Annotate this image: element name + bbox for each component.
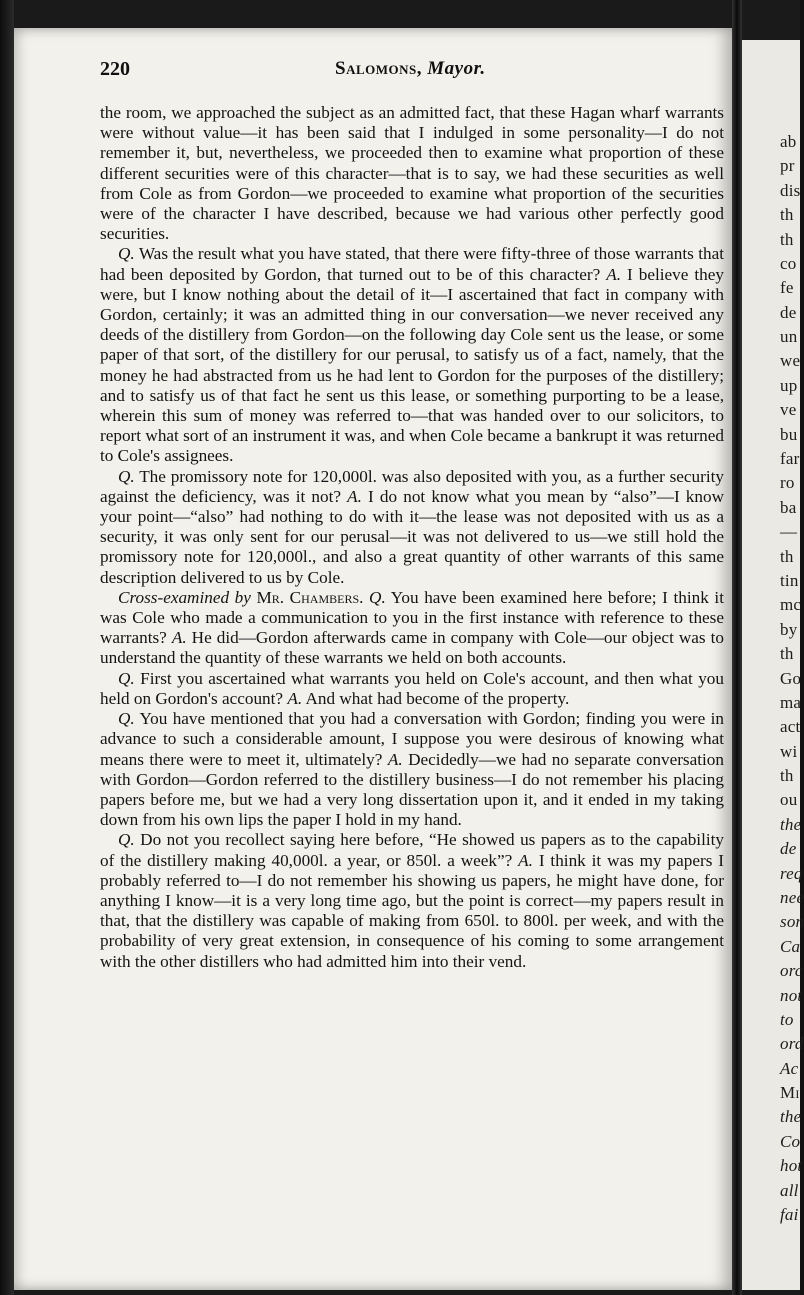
- facing-page-fragment: the: [780, 815, 802, 834]
- facing-page-fragment: pr: [780, 156, 795, 175]
- paragraph-6: [100, 709, 724, 830]
- facing-page-fragment: ve: [780, 400, 797, 419]
- answer-label: A.: [171, 628, 187, 648]
- facing-page-fragment: ma: [780, 693, 802, 712]
- question-text: Do not you recollect saying here before, “He showed us papers as to the capability of the distillery making 40,000l. a year, or 850l. a week”?: [100, 830, 724, 870]
- running-title-name: Salomons,: [335, 58, 422, 79]
- question-label: Q.: [118, 668, 135, 688]
- running-title: [335, 58, 486, 80]
- facing-page-fragment: far: [780, 449, 800, 468]
- answer-label: A.: [287, 688, 303, 708]
- question-text: First you ascertained what warrants you held on Cole's account, and then what you held on Gordon's account?: [100, 668, 724, 708]
- facing-page-fragment: th: [780, 230, 794, 249]
- facing-page-fragment: ab: [780, 132, 797, 151]
- answer-text: He did—Gordon afterwards came in company with Cole—our object was to understand the quantity of these warrants we held on both accounts.: [100, 628, 724, 668]
- facing-page: [742, 40, 804, 1290]
- facing-page-fragment: th: [780, 547, 794, 566]
- question-label: Q.: [118, 830, 135, 850]
- facing-page-fragment: hot: [780, 1156, 803, 1175]
- paragraph-2: [100, 244, 724, 466]
- facing-page-fragment: th: [780, 766, 794, 785]
- facing-page-fragment: mc: [780, 595, 802, 614]
- cross-examiner-name: Mr. Chambers.: [250, 587, 364, 607]
- running-title-role: Mayor.: [427, 58, 486, 79]
- facing-page-fragment: all: [780, 1181, 799, 1200]
- facing-page-fragment: de: [780, 303, 797, 322]
- facing-page-fragment: up: [780, 376, 798, 395]
- facing-page-fragment: Co: [780, 1132, 801, 1151]
- cross-examined-label: Cross-examined by: [118, 587, 251, 607]
- facing-page-fragment: un: [780, 327, 798, 346]
- question-label: Q.: [118, 466, 135, 486]
- book-gutter: [732, 0, 742, 1295]
- facing-page-fragment: Go: [780, 669, 802, 688]
- facing-page-fragment: th: [780, 205, 794, 224]
- facing-page-fragment: fai: [780, 1205, 799, 1224]
- facing-page-fragment: we: [780, 351, 801, 370]
- answer-label: A.: [387, 749, 403, 769]
- facing-page-fragment: co: [780, 254, 797, 273]
- answer-text: And what had become of the property.: [302, 688, 570, 708]
- page-number: 220: [100, 58, 130, 80]
- facing-page-fragment: Mi: [780, 1083, 800, 1102]
- answer-text: I do not know what you mean by “also”—I know your point—“also” had nothing to do with it—the lease was not deposited with us as a security, it was only sent for our perusal—it was not delivered to us—we still hold the promissory note for 120,000l., and also a great quantity of other warrants of this same description delivered to us by Cole.: [100, 486, 724, 587]
- facing-page-fragment: wi: [780, 742, 798, 761]
- body-text: [100, 103, 724, 972]
- question-label: Q.: [118, 709, 135, 729]
- paragraph-7: [100, 830, 724, 971]
- facing-page-fragment: fe: [780, 278, 794, 297]
- question-label: Q.: [363, 587, 386, 607]
- facing-page-fragment: ba: [780, 498, 797, 517]
- question-text: You have been examined here before; I think it was Cole who made a communication to you in the first instance with reference to these warrants?: [100, 587, 724, 648]
- running-head: [100, 58, 720, 84]
- facing-page-fragment: nee: [780, 888, 804, 907]
- facing-page-fragment: ou: [780, 790, 798, 809]
- facing-page-fragment: act: [780, 717, 801, 736]
- facing-page-fragment: tin: [780, 571, 799, 590]
- facing-page-fragment: bu: [780, 425, 798, 444]
- facing-page-fragment: dis: [780, 181, 801, 200]
- answer-text: I think it was my papers I probably referred to—I do not remember his showing us papers, he might have done, for anything I know—it is a very long time ago, but the point is correct—my papers result in that, that the distillery was capable of making from 650l. to 800l. per week, and with the probability of very great extension, in consequence of his coming to some arrangement with the other distillers who had admitted him into their vend.: [100, 850, 724, 971]
- answer-label: A.: [518, 850, 533, 870]
- facing-page-fragment: orc: [780, 961, 803, 980]
- paragraph-1: [100, 103, 724, 244]
- paragraph-5: [100, 669, 724, 709]
- facing-page-fragment: ro: [780, 473, 795, 492]
- facing-page-fragment: not: [780, 986, 803, 1005]
- facing-page-fragment: by: [780, 620, 798, 639]
- question-text: Was the result what you have stated, that there were fifty-three of those warrants that had been deposited by Gordon, that turned out to be of this character?: [100, 244, 724, 284]
- question-text: The promissory note for 120,000l. was also deposited with you, as a further security against the deficiency, was it not?: [100, 466, 724, 506]
- paragraph-4: [100, 588, 724, 669]
- answer-text: I believe they were, but I know nothing about the detail of it—I ascertained that fact in company with Gordon, certainly; it was an admitted thing in our conversation—we never received any deeds of the distillery from Gordon—on the following day Cole sent us the lease, or some paper of that sort, of the distillery for our perusal, to satisfy us of a fact, namely, that the money he had abstracted from us he had lent to Gordon for the purposes of the distillery; and to satisfy us of that fact he sent us this lease, or something purporting to be a lease, wherein this sum of money was referred to—that was handed over to our solicitors, to report what sort of an instrument it was, and when Cole became a bankrupt it was returned to Cole's assignees.: [100, 264, 724, 466]
- facing-page-fragment: son: [780, 912, 804, 931]
- facing-page-fragment: Ca: [780, 937, 801, 956]
- facing-page-fragment: Ac: [780, 1059, 799, 1078]
- answer-text: Decidedly—we had no separate conversation with Gordon—Gordon referred to the distillery business—I do not remember his placing papers before me, but we had a very long dissertation upon it, and it ended in my taking down from his own lips the paper I hold in my hand.: [100, 749, 724, 830]
- answer-label: A.: [347, 486, 362, 506]
- facing-page-fragment: de: [780, 839, 797, 858]
- facing-page-fragment: the: [780, 1107, 802, 1126]
- facing-page-fragment: req: [780, 864, 803, 883]
- facing-page-fragment: —: [780, 522, 798, 541]
- paragraph-3: [100, 467, 724, 588]
- facing-page-fragment: ord: [780, 1034, 804, 1053]
- facing-page-fragment: th: [780, 644, 794, 663]
- question-label: Q.: [118, 244, 135, 264]
- answer-label: A.: [606, 264, 622, 284]
- question-text: You have mentioned that you had a conversation with Gordon; finding you were in advance to such a considerable amount, I suppose you were desirous of knowing what means there were to meet it, ultimately?: [100, 709, 724, 769]
- book-left-edge: [0, 0, 14, 1295]
- facing-page-fragment: to: [780, 1010, 794, 1029]
- paragraph-text: the room, we approached the subject as an admitted fact, that these Hagan wharf warrants were without value—it has been said that I indulged in some personality—I do not remember it, but, nevertheless, we proceeded then to examine what proportion of these different securities were of this character—that is to say, we had these securities as well from Cole as from Gordon—we proceeded to examine what proportion of the securities were of the character I have described, because we had various other perfectly good securities.: [100, 103, 724, 244]
